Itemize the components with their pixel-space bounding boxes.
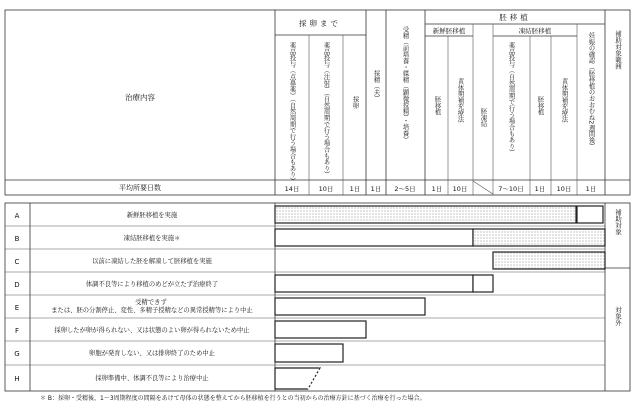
row-text-d: 体調不良等により移植のめどが立たず治療終了 [85, 281, 219, 288]
row-key-b: B [14, 235, 20, 243]
group-until-retrieval: 採卵まで [299, 19, 341, 28]
col-injection-drug: 薬品投与（注射）（自然周期で行う場合もあり） [322, 42, 330, 178]
row-text-e-line2: または、胚の分割停止、変性、多精子授精などの異常授精等により中止 [51, 307, 253, 314]
row-key-a: A [14, 212, 20, 220]
row-text-g: 卵胞が発育しない、又は排卵終了のため中止 [89, 350, 215, 357]
days-frozen-transfer: 1日 [534, 185, 546, 193]
row-text-f: 採卵したが卵が得られない、又は状態のよい卵が得られないため中止 [54, 327, 250, 334]
row-text-b: 凍結胚移植を実施＊ [123, 235, 181, 242]
bar-d-until-fertilization [275, 275, 473, 292]
row-key-c: C [14, 258, 20, 266]
average-days-row [285, 185, 597, 193]
col-egg-retrieval: 採卵 [351, 96, 359, 109]
days-nasal: 14日 [284, 185, 300, 193]
col-fertilization: 受精（前培養・媒精（顕微授精）・培養） [401, 26, 409, 143]
col-frozen-luteal: 黄体期補充療法 [560, 78, 568, 123]
col-fresh-luteal: 黄体期補充療法 [456, 78, 464, 123]
row-keys [14, 212, 19, 383]
row-key-f: F [14, 327, 20, 335]
row-text-h: 採卵準備中、体調不良等により治療中止 [95, 375, 209, 382]
days-fertilization: 2〜5日 [394, 185, 416, 193]
row-key-g: G [14, 350, 20, 358]
days-pregnancy-check: 1日 [585, 185, 597, 193]
days-frozen-drug: 7〜10日 [498, 185, 524, 193]
scope-heading: 補助対象範囲 [614, 30, 622, 70]
bar-a-main [275, 206, 576, 223]
col-frozen-transfer: 胚移植 [536, 96, 544, 115]
bar-e [275, 298, 425, 315]
bar-a-pregnancy [577, 206, 603, 223]
sub-frozen-transfer: 凍結胚移植 [518, 27, 552, 35]
header-labels [119, 12, 622, 192]
days-sperm: 1日 [370, 185, 382, 193]
days-fresh-transfer: 1日 [431, 185, 443, 193]
days-injection: 10日 [318, 185, 334, 193]
avg-days-label: 平均所要日数 [119, 184, 161, 192]
process-bars [275, 206, 605, 389]
col-pregnancy-check: 妊娠の確認（胚移植のおおむね2週間後） [587, 32, 595, 150]
group-transfer: 胚移植 [499, 13, 531, 22]
col-fresh-transfer: 胚移植 [433, 96, 441, 115]
bar-b-frozen-transfer [473, 229, 605, 246]
footnote: ＊ B：採卵・受精後、1〜3周期程度の間隔をあけて母体の状態を整えてから胚移植を行うとの当初からの治療方針に基づく治療を行った場合。 [40, 395, 426, 402]
bar-b-until-freeze [275, 229, 473, 246]
col-sperm-collection: 採精（夫） [372, 70, 380, 102]
sub-fresh-transfer: 新鮮胚移植 [432, 27, 466, 35]
treatment-content-heading: 治療内容 [125, 93, 155, 102]
row-text-e [51, 297, 253, 314]
col-nasal-drug: 薬品投与（点鼻薬）（自然周期で行う場合もあり） [288, 42, 296, 184]
column-headings [289, 25, 595, 184]
days-frozen-luteal: 10日 [556, 185, 572, 193]
col-embryo-freeze: 胚凍結 [479, 108, 487, 127]
scope-assist-label: 補助対象 [614, 209, 622, 235]
row-text-e-line1: 受精できず [135, 299, 167, 306]
row-text-a: 新鮮胚移植を実施 [126, 212, 178, 219]
bar-c-frozen-transfer [493, 252, 605, 269]
col-frozen-drug: 薬品投与（自然周期で行う場合もあり） [507, 42, 515, 156]
row-key-d: D [14, 281, 20, 289]
scope-excluded-label: 対象外 [614, 306, 622, 326]
row-text-c: 以前に凍結した胚を解凍して胚移植を実施 [92, 258, 212, 265]
scope-labels [614, 208, 622, 327]
bar-g [275, 344, 343, 362]
row-key-e: E [14, 304, 20, 312]
row-descriptions [51, 210, 253, 382]
row-key-h: H [14, 375, 20, 383]
bar-d-freeze [473, 275, 493, 292]
bar-f [275, 321, 366, 338]
days-retrieval: 1日 [349, 185, 361, 193]
days-fresh-luteal: 10日 [452, 185, 468, 193]
